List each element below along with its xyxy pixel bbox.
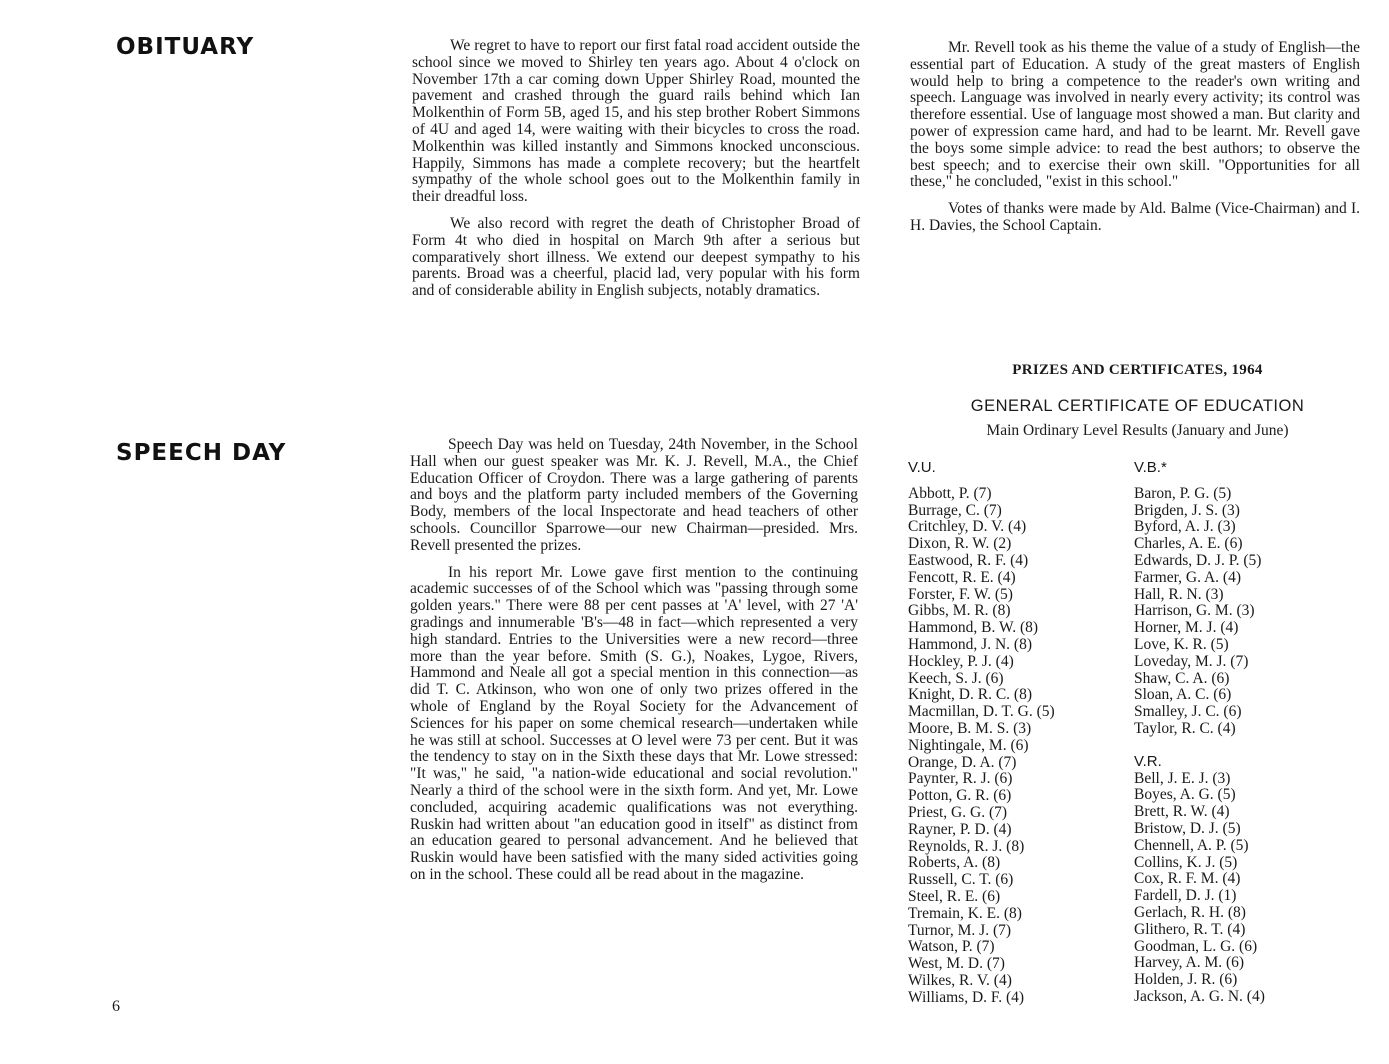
obituary-paragraph: We also record with regret the death of Christopher Broad of Form 4t who died in hospital on March 9th after a serious but comparatively short illness. We extend our deepest sympathy to his parents. Broad was a cheerful, placid lad, very popular with his form and of considerable ability in English subjects, notably dramatics. bbox=[412, 214, 860, 300]
vu-list-item: Paynter, R. J. (6) bbox=[908, 770, 1013, 788]
vr-list-item: Boyes, A. G. (5) bbox=[1134, 786, 1236, 804]
vu-names bbox=[908, 486, 1055, 1007]
vu-list-item: Watson, P. (7) bbox=[908, 938, 995, 956]
revell-text bbox=[910, 40, 1360, 245]
vb-list-item: Baron, P. G. (5) bbox=[1134, 484, 1232, 502]
vb-names bbox=[1134, 486, 1265, 738]
prizes-title: PRIZES AND CERTIFICATES, 1964 bbox=[1012, 362, 1263, 378]
vu-list-item: Forster, F. W. (5) bbox=[908, 585, 1013, 603]
vb-list-item: Byford, A. J. (3) bbox=[1134, 518, 1236, 536]
vu-list-item: Priest, G. G. (7) bbox=[908, 803, 1008, 821]
vb-heading: V.B.* bbox=[1134, 459, 1167, 476]
vr-list-item: Goodman, L. G. (6) bbox=[1134, 937, 1258, 955]
vu-list-item: Rayner, P. D. (4) bbox=[908, 820, 1012, 838]
vb-list-item: Horner, M. J. (4) bbox=[1134, 619, 1239, 637]
vu-list-item: Potton, G. R. (6) bbox=[908, 787, 1012, 805]
vr-list-item: Cox, R. F. M. (4) bbox=[1134, 870, 1241, 888]
vr-list-item: Brett, R. W. (4) bbox=[1134, 803, 1230, 821]
vr-list-item: Chennell, A. P. (5) bbox=[1134, 836, 1249, 854]
vr-list-item: Jackson, A. G. N. (4) bbox=[1134, 987, 1265, 1005]
vr-list-item: Collins, K. J. (5) bbox=[1134, 853, 1238, 871]
vu-list-item: Wilkes, R. V. (4) bbox=[908, 971, 1012, 989]
speech-day-paragraph: Speech Day was held on Tuesday, 24th November, in the School Hall when our guest speaker was Mr. K. J. Revell, M.A., the Chief Education Officer of Croydon. There was a large gathering of parents and boys and the platform party included members of the Governing Body, members of the local Inspectorate and head teachers of other schools. Councillor Sparrowe—our new Chairman—presided. Mrs. Revell presented the prizes. bbox=[410, 436, 858, 554]
vu-list-item: Hockley, P. J. (4) bbox=[908, 652, 1014, 670]
vb-list-item: Hall, R. N. (3) bbox=[1134, 585, 1224, 603]
vb-list-item: Taylor, R. C. (4) bbox=[1134, 719, 1236, 737]
vu-list-item: Hammond, B. W. (8) bbox=[908, 619, 1039, 637]
vr-list-item: Gerlach, R. H. (8) bbox=[1134, 903, 1246, 921]
vr-list-item: Holden, J. R. (6) bbox=[1134, 971, 1238, 989]
obituary-heading: OBITUARY bbox=[116, 34, 255, 60]
vu-heading: V.U. bbox=[908, 459, 936, 476]
vu-list-item: Nightingale, M. (6) bbox=[908, 736, 1029, 754]
vb-list-item: Brigden, J. S. (3) bbox=[1134, 501, 1240, 519]
speech-day-text bbox=[410, 437, 858, 894]
vb-list-item: Farmer, G. A. (4) bbox=[1134, 568, 1241, 586]
vu-list-item: Dixon, R. W. (2) bbox=[908, 535, 1012, 553]
vu-list-item: Eastwood, R. F. (4) bbox=[908, 551, 1029, 569]
vr-list-item: Fardell, D. J. (1) bbox=[1134, 887, 1237, 905]
vu-list-item: Critchley, D. V. (4) bbox=[908, 518, 1027, 536]
gce-subtitle: Main Ordinary Level Results (January and June) bbox=[986, 422, 1289, 439]
vu-list-item: Burrage, C. (7) bbox=[908, 501, 1002, 519]
vr-list-item: Bristow, D. J. (5) bbox=[1134, 819, 1241, 837]
vb-list-item: Smalley, J. C. (6) bbox=[1134, 703, 1242, 721]
speech-day-heading: SPEECH DAY bbox=[116, 440, 287, 466]
vr-list-item: Glithero, R. T. (4) bbox=[1134, 920, 1246, 938]
vu-list-item: Knight, D. R. C. (8) bbox=[908, 686, 1032, 704]
vu-list-item: Steel, R. E. (6) bbox=[908, 887, 1001, 905]
vb-list bbox=[1134, 460, 1265, 1006]
obituary-paragraph: We regret to have to report our first fatal road accident outside the school since we moved to Shirley ten years ago. About 4 o'clock on November 17th a car coming down Upper Shirley Road, mounted the pavement and crashed through the guard rails behind which Ian Molkenthin of Form 5B, aged 15, and his step brother Robert Simmons of 4U and aged 14, were waiting with their bicycles to cross the road. Molkenthin was killed instantly and Simmons knocked unconscious. Happily, Simmons has made a complete recovery; but the heartfelt sympathy of the whole school goes out to the Molkenthin family in their dreadful loss. bbox=[412, 37, 860, 206]
vu-list-item: West, M. D. (7) bbox=[908, 955, 1005, 973]
vu-list-item: Roberts, A. (8) bbox=[908, 854, 1001, 872]
speech-day-paragraph: In his report Mr. Lowe gave first mention to the continuing academic successes of of the School which was "passing through some golden years." There were 88 per cent passes at 'A' level, with 27 'A' gradings and innumerable 'B's—48 in fact—which represented a very high standard. Entries to the Universities were a new record—three more than the year before. Smith (S. G.), Noakes, Lygoe, Rivers, Hammond and Neale all got a special mention in this connection—as did T. C. Atkinson, who won one of only two prizes offered in the whole of England by the Royal Society for the Advancement of Sciences for his paper on some chemical research—undertaken while he was still at school. Successes at O level were 73 per cent. But it was the tendency to stay on in the Sixth these days that Mr. Lowe stressed: "It was," he said, "a nation-wide educational and social revolution." Nearly a third of the school were in the sixth form. And yet, Mr. Lowe concluded, acquiring academic qualifications was not everything. Ruskin had written about "an education good in itself" as distinct from an education geared to personal advancement. And he believed that Ruskin would have been satisfied with the many sided activities going on in the school. These could all be read about in the magazine. bbox=[410, 563, 858, 883]
vu-list-item: Tremain, K. E. (8) bbox=[908, 904, 1022, 922]
vu-list-item: Abbott, P. (7) bbox=[908, 484, 992, 502]
vu-list-item: Macmillan, D. T. G. (5) bbox=[908, 703, 1055, 721]
vu-list-item: Orange, D. A. (7) bbox=[908, 753, 1017, 771]
gce-title: GENERAL CERTIFICATE OF EDUCATION bbox=[970, 397, 1305, 415]
vu-list bbox=[908, 460, 1055, 1007]
vb-list-item: Harrison, G. M. (3) bbox=[1134, 602, 1255, 620]
vu-list-item: Fencott, R. E. (4) bbox=[908, 568, 1016, 586]
vu-list-item: Williams, D. F. (4) bbox=[908, 988, 1025, 1006]
vb-list-item: Edwards, D. J. P. (5) bbox=[1134, 551, 1262, 569]
vb-list-item: Love, K. R. (5) bbox=[1134, 635, 1229, 653]
revell-paragraph: Votes of thanks were made by Ald. Balme (Vice-Chairman) and I. H. Davies, the School Captain. bbox=[910, 200, 1360, 234]
vr-names bbox=[1134, 771, 1265, 1006]
vb-list-item: Charles, A. E. (6) bbox=[1134, 535, 1243, 553]
vu-list-item: Gibbs, M. R. (8) bbox=[908, 602, 1011, 620]
vr-list-item: Harvey, A. M. (6) bbox=[1134, 954, 1245, 972]
vu-list-item: Hammond, J. N. (8) bbox=[908, 635, 1032, 653]
revell-paragraph: Mr. Revell took as his theme the value of a study of English—the essential part of Education. A study of the great masters of English would help to bring a competence to the reader's own writing and speech. Language was involved in nearly every activity; its control was therefore essential. Use of language most showed a man. But clarity and power of expression came hard, and had to be learnt. Mr. Revell gave the boys some simple advice: to read the best authors; to observe the best speech; and to exercise their own skill. "Opportunities for all these," he concluded, "exist in this school." bbox=[910, 39, 1360, 191]
vr-list-item: Bell, J. E. J. (3) bbox=[1134, 769, 1231, 787]
vr-heading: V.R. bbox=[1134, 752, 1162, 770]
vu-list-item: Reynolds, R. J. (8) bbox=[908, 837, 1025, 855]
vb-list-item: Shaw, C. A. (6) bbox=[1134, 669, 1230, 687]
vu-list-item: Moore, B. M. S. (3) bbox=[908, 719, 1032, 737]
obituary-text bbox=[412, 38, 860, 310]
vu-list-item: Turnor, M. J. (7) bbox=[908, 921, 1012, 939]
vu-list-item: Keech, S. J. (6) bbox=[908, 669, 1004, 687]
vb-list-item: Sloan, A. C. (6) bbox=[1134, 686, 1232, 704]
vb-list-item: Loveday, M. J. (7) bbox=[1134, 652, 1249, 670]
page-number: 6 bbox=[112, 998, 120, 1015]
vu-list-item: Russell, C. T. (6) bbox=[908, 871, 1014, 889]
